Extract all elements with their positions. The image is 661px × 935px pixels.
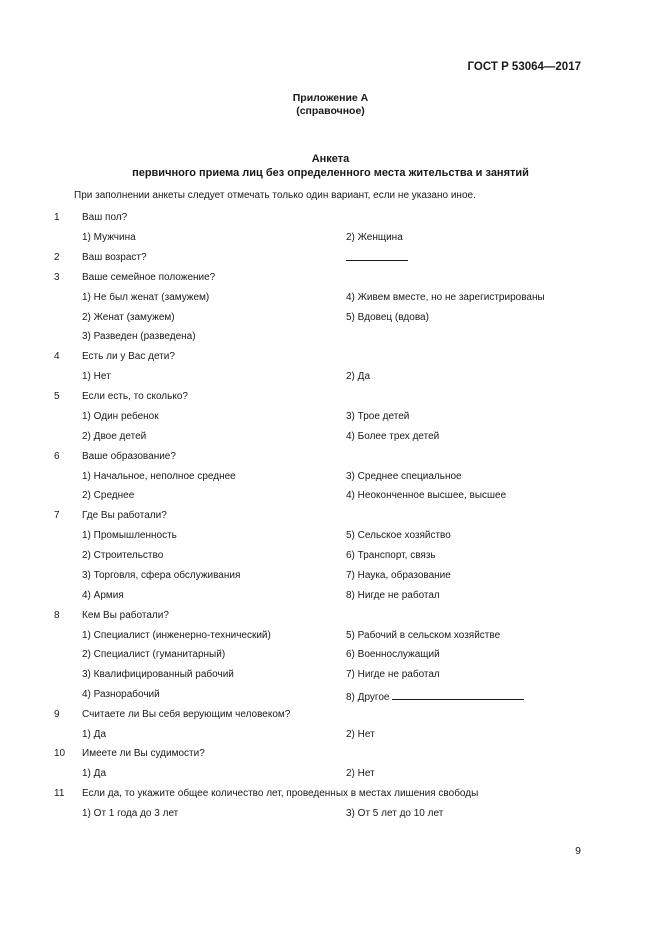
option[interactable]: 2) Строительство	[82, 550, 164, 561]
option[interactable]: 6) Военнослужащий	[346, 649, 440, 660]
option[interactable]: 3) Квалифицированный рабочий	[82, 669, 234, 680]
question-number: 7	[54, 510, 60, 521]
appendix-title: Приложение А	[292, 92, 369, 104]
question-number: 3	[54, 272, 60, 283]
option[interactable]: 1) Промышленность	[82, 530, 177, 541]
option[interactable]: 1) Специалист (инженерно-технический)	[82, 630, 271, 641]
question-text: Считаете ли Вы себя верующим человеком?	[82, 709, 291, 720]
option-other-label: 8) Другое	[346, 692, 390, 703]
question-number: 4	[54, 351, 60, 362]
question-text: Где Вы работали?	[82, 510, 167, 521]
option[interactable]: 4) Живем вместе, но не зарегистрированы	[346, 292, 545, 303]
option[interactable]: 3) Торговля, сфера обслуживания	[82, 570, 241, 581]
question-number: 9	[54, 709, 60, 720]
option[interactable]: 5) Сельское хозяйство	[346, 530, 451, 541]
option[interactable]: 2) Нет	[346, 729, 375, 740]
option[interactable]: 7) Нигде не работал	[346, 669, 440, 680]
question-text: Если есть, то сколько?	[82, 391, 188, 402]
question-text: Ваш пол?	[82, 212, 128, 223]
question-number: 10	[54, 748, 66, 759]
option[interactable]: 4) Разнорабочий	[82, 689, 160, 700]
option[interactable]: 2) Женат (замужем)	[82, 312, 175, 323]
option[interactable]: 5) Вдовец (вдова)	[346, 312, 429, 323]
option[interactable]: 4) Более трех детей	[346, 431, 440, 442]
form-heading	[0, 153, 661, 180]
option[interactable]: 1) Да	[82, 729, 107, 740]
appendix-heading	[0, 92, 661, 118]
option[interactable]: 2) Женщина	[346, 232, 403, 243]
page-number: 9	[575, 845, 581, 857]
form-instruction: При заполнении анкеты следует отмечать только один вариант, если не указано иное.	[74, 190, 476, 201]
question-text: Если да, то укажите общее количество лет, проведенных в местах лишения свободы	[82, 788, 479, 799]
option[interactable]: 1) От 1 года до 3 лет	[82, 808, 179, 819]
other-answer-blank[interactable]	[392, 689, 524, 700]
option[interactable]: 8) Нигде не работал	[346, 590, 440, 601]
doc-code: ГОСТ Р 53064—2017	[467, 61, 581, 73]
question-number: 1	[54, 212, 60, 223]
question-text: Имеете ли Вы судимости?	[82, 748, 205, 759]
question-text: Ваше образование?	[82, 451, 176, 462]
option[interactable]: 1) Мужчина	[82, 232, 136, 243]
question-text: Есть ли у Вас дети?	[82, 351, 175, 362]
question-number: 8	[54, 610, 60, 621]
option[interactable]: 3) От 5 лет до 10 лет	[346, 808, 444, 819]
form-title: Анкета	[311, 153, 350, 165]
option[interactable]: 2) Среднее	[82, 490, 135, 501]
option[interactable]: 2) Специалист (гуманитарный)	[82, 649, 226, 660]
option[interactable]: 1) Нет	[82, 371, 111, 382]
option[interactable]: 5) Рабочий в сельском хозяйстве	[346, 630, 501, 641]
option[interactable]: 3) Разведен (разведена)	[82, 331, 196, 342]
option[interactable]: 1) Один ребенок	[82, 411, 159, 422]
option[interactable]: 1) Не был женат (замужем)	[82, 292, 210, 303]
question-number: 11	[54, 788, 65, 799]
question-number: 2	[54, 252, 60, 263]
option[interactable]: 3) Среднее специальное	[346, 471, 462, 482]
appendix-note: (справочное)	[296, 105, 365, 117]
question-number: 5	[54, 391, 60, 402]
question-text: Кем Вы работали?	[82, 610, 169, 621]
question-text: Ваш возраст?	[82, 252, 147, 263]
option[interactable]: 2) Да	[346, 371, 371, 382]
question-text: Ваше семейное положение?	[82, 272, 216, 283]
option[interactable]: 2) Нет	[346, 768, 375, 779]
option[interactable]: 1) Начальное, неполное среднее	[82, 471, 236, 482]
question-number: 6	[54, 451, 60, 462]
option[interactable]: 6) Транспорт, связь	[346, 550, 436, 561]
option[interactable]: 4) Армия	[82, 590, 124, 601]
option[interactable]: 4) Неоконченное высшее, высшее	[346, 490, 507, 501]
option[interactable]: 7) Наука, образование	[346, 570, 451, 581]
form-subtitle: первичного приема лиц без определенного места жительства и занятий	[132, 166, 529, 179]
option[interactable]: 1) Да	[82, 768, 107, 779]
age-answer-blank[interactable]	[346, 250, 408, 264]
option[interactable]: 2) Двое детей	[82, 431, 147, 442]
option[interactable]: 3) Трое детей	[346, 411, 410, 422]
option-other[interactable]	[346, 689, 524, 703]
